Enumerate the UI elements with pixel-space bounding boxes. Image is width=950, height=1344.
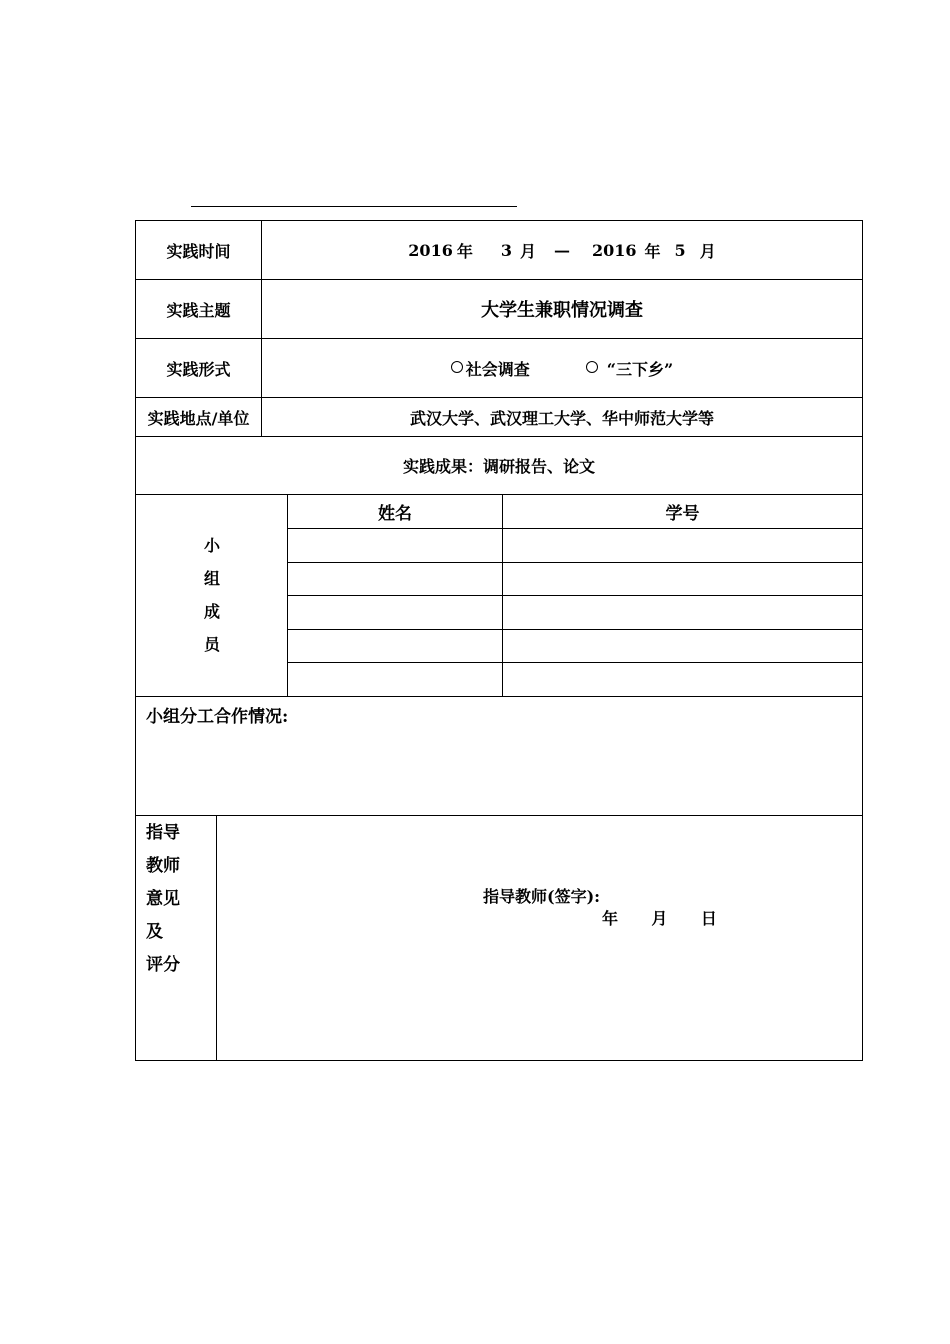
row-practice-results (136, 437, 862, 495)
advisor-label-line: 评分 (146, 955, 180, 975)
radio-circle-icon[interactable] (586, 361, 598, 373)
practice-time-label: 实践时间 (136, 221, 262, 279)
row-practice-form (136, 339, 862, 398)
end-year-char: 年 (644, 241, 661, 261)
group-members-section (136, 495, 862, 697)
radio-circle-icon[interactable] (451, 361, 463, 373)
end-month-char: 月 (699, 241, 716, 261)
members-label-char: 员 (204, 635, 221, 654)
header-name: 姓名 (288, 495, 503, 528)
start-year: 2016 (408, 240, 453, 260)
member-id-cell[interactable] (503, 663, 862, 697)
advisor-section (136, 816, 862, 1060)
advisor-label-line: 意见 (146, 889, 180, 909)
practice-location-value: 武汉大学、武汉理工大学、华中师范大学等 (409, 408, 714, 428)
practice-results-text: 实践成果：调研报告、论文 (402, 457, 595, 476)
practice-form (135, 220, 863, 1061)
practice-location-label: 实践地点/单位 (136, 398, 262, 436)
members-label-char: 组 (204, 569, 221, 588)
members-table (288, 495, 862, 696)
member-name-cell[interactable] (288, 596, 503, 629)
start-month-char: 月 (519, 241, 536, 261)
member-name-cell[interactable] (288, 663, 503, 697)
member-name-cell[interactable] (288, 563, 503, 595)
advisor-signature-label: 指导教师(签字): (483, 887, 601, 906)
members-label-char: 小 (204, 536, 221, 555)
members-label-char: 成 (204, 602, 221, 621)
table-row (288, 529, 862, 563)
member-name-cell[interactable] (288, 630, 503, 662)
end-year: 2016 (592, 240, 637, 260)
table-row (288, 563, 862, 596)
table-row (288, 596, 862, 630)
row-practice-location (136, 398, 862, 437)
member-id-cell[interactable] (503, 529, 862, 562)
advisor-label (136, 816, 217, 1060)
row-practice-time (136, 221, 862, 280)
practice-topic-label: 实践主题 (136, 280, 262, 338)
practice-topic-value: 大学生兼职情况调查 (481, 300, 643, 321)
table-row (288, 630, 862, 663)
practice-time-value (262, 221, 862, 279)
cooperation-title: 小组分工合作情况: (146, 707, 289, 727)
row-practice-topic (136, 280, 862, 339)
range-dash: — (554, 240, 570, 260)
option-social-survey: 社会调查 (465, 359, 530, 379)
practice-form-options (262, 339, 862, 397)
practice-form-label: 实践形式 (136, 339, 262, 397)
member-id-cell[interactable] (503, 596, 862, 629)
advisor-date-line: 年 月 日 (602, 909, 717, 928)
start-year-char: 年 (456, 241, 473, 261)
advisor-label-line: 及 (146, 922, 163, 942)
advisor-label-line: 教师 (146, 856, 180, 876)
member-id-cell[interactable] (503, 563, 862, 595)
top-underline (191, 206, 517, 207)
table-row (288, 663, 862, 697)
option-three-to-countryside: “三下乡” (606, 359, 674, 379)
header-student-id: 学号 (665, 504, 700, 524)
cooperation-section[interactable] (136, 697, 862, 816)
member-id-cell[interactable] (503, 630, 862, 662)
group-members-label (136, 495, 288, 696)
start-month: 3 (500, 240, 512, 260)
advisor-label-line: 指导 (146, 823, 180, 843)
end-month: 5 (674, 240, 686, 260)
members-header-row (288, 495, 862, 529)
member-name-cell[interactable] (288, 529, 503, 562)
